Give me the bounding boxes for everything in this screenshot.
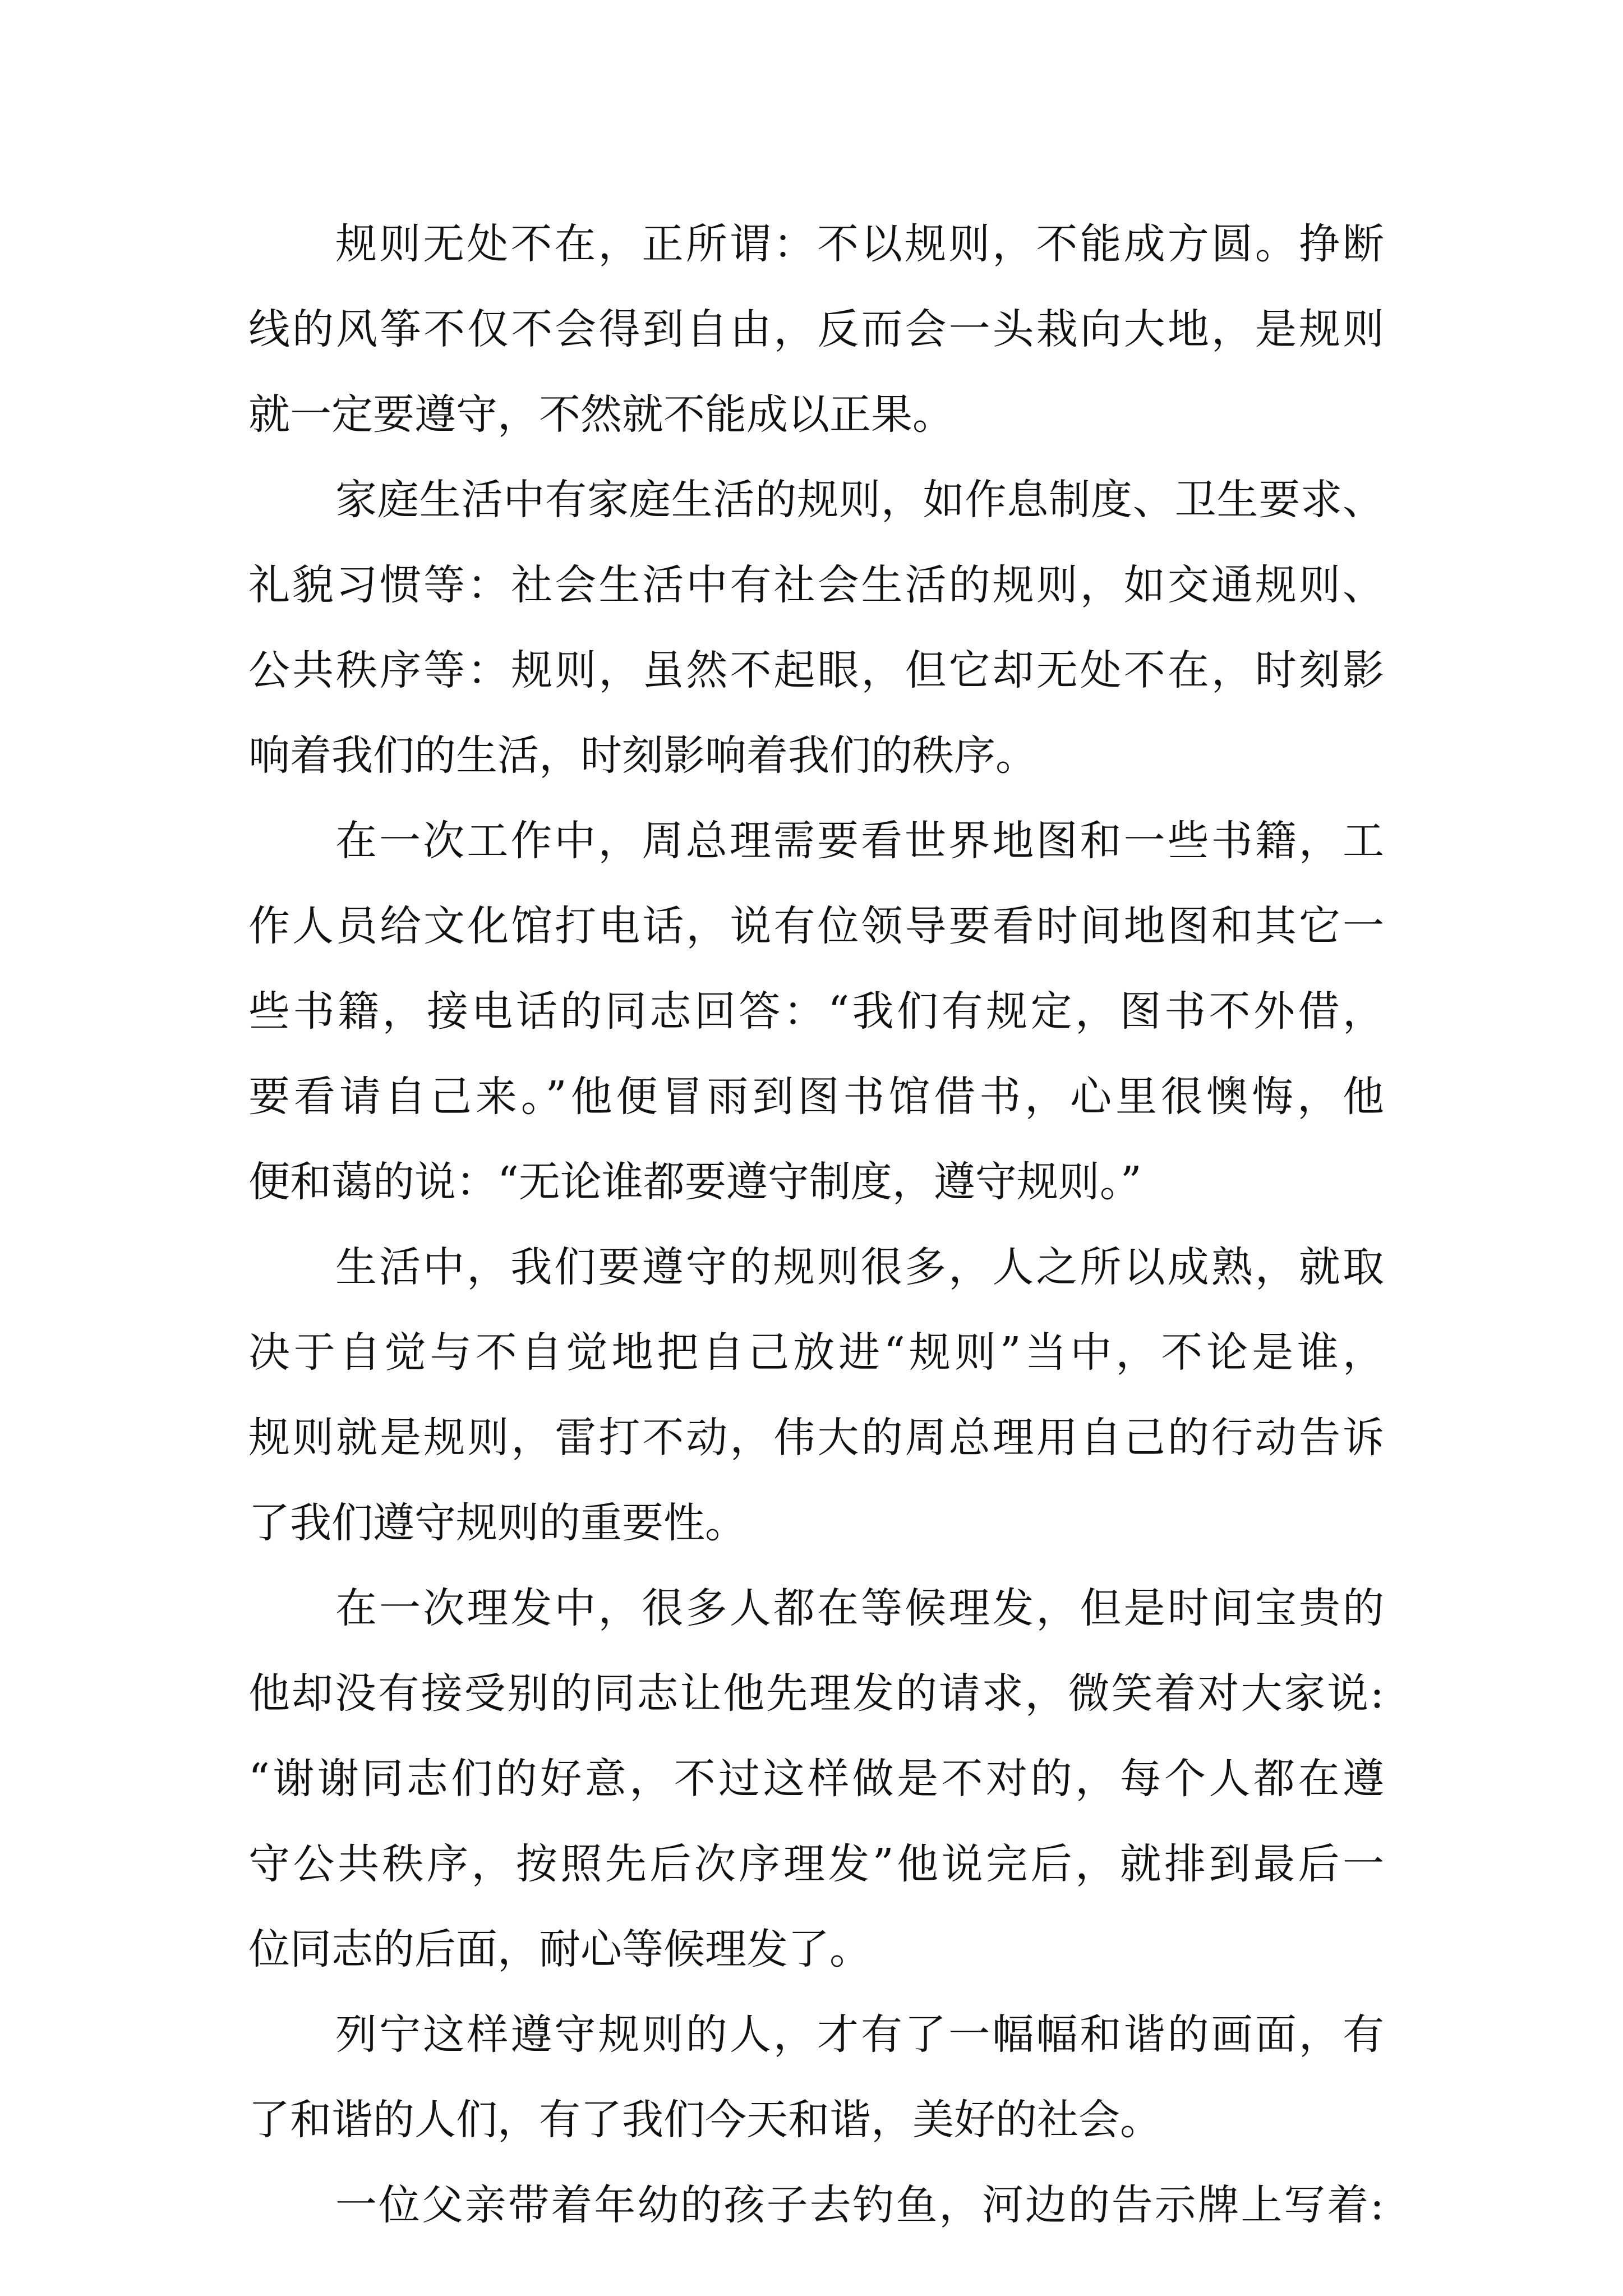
text-line: 决于自觉与不自觉地把自己放进“规则”当中，不论是谁，	[248, 1328, 1384, 1377]
paragraph	[248, 2162, 1384, 2248]
text-line: 些书籍，接电话的同志回答：“我们有规定，图书不外借，	[248, 987, 1384, 1036]
text-line: 便和蔼的说：“无论谁都要遵守制度，遵守规则。”	[248, 1158, 1142, 1206]
text-line: 响着我们的生活，时刻影响着我们的秩序。	[248, 731, 1037, 780]
paragraph	[248, 1566, 1384, 1992]
text-line: 了和谐的人们，有了我们今天和谐，美好的社会。	[248, 2096, 1161, 2144]
text-line: 公共秩序等：规则，虽然不起眼，但它却无处不在，时刻影	[248, 646, 1384, 694]
text-line: 就一定要遵守，不然就不能成以正果。	[248, 390, 954, 439]
text-line: 规则就是规则，雷打不动，伟大的周总理用自己的行动告诉	[248, 1414, 1384, 1462]
document-body	[248, 201, 1384, 2248]
paragraph	[248, 798, 1384, 1225]
text-line: 列宁这样遵守规则的人，才有了一幅幅和谐的画面，有	[335, 2010, 1384, 2059]
paragraph	[248, 1992, 1384, 2162]
text-line: 礼貌习惯等：社会生活中有社会生活的规则，如交通规则、	[248, 561, 1384, 609]
text-line: 守公共秩序，按照先后次序理发”他说完后，就排到最后一	[248, 1840, 1384, 1888]
text-line: 要看请自己来。”他便冒雨到图书馆借书，心里很懊悔，他	[248, 1073, 1384, 1121]
text-line: 在一次工作中，周总理需要看世界地图和一些书籍，工	[335, 817, 1384, 865]
text-line: 位同志的后面，耐心等候理发了。	[248, 1925, 871, 1973]
text-line: 他却没有接受别的同志让他先理发的请求，微笑着对大家说:	[248, 1669, 1384, 1718]
paragraph	[248, 201, 1384, 457]
text-line: 了我们遵守规则的重要性。	[248, 1499, 746, 1547]
text-line: “谢谢同志们的好意，不过这样做是不对的，每个人都在遵	[248, 1755, 1384, 1803]
paragraph	[248, 457, 1384, 798]
text-line: 在一次理发中，很多人都在等候理发，但是时间宝贵的	[335, 1584, 1384, 1632]
text-line: 一位父亲带着年幼的孩子去钓鱼，河边的告示牌上写着:	[335, 2181, 1384, 2229]
text-line: 规则无处不在，正所谓：不以规则，不能成方圆。挣断	[335, 220, 1384, 268]
text-line: 家庭生活中有家庭生活的规则，如作息制度、卫生要求、	[335, 476, 1384, 524]
paragraph	[248, 1225, 1384, 1566]
text-line: 线的风筝不仅不会得到自由，反而会一头栽向大地，是规则	[248, 305, 1384, 353]
text-line: 生活中，我们要遵守的规则很多，人之所以成熟，就取	[335, 1243, 1384, 1291]
text-line: 作人员给文化馆打电话，说有位领导要看时间地图和其它一	[248, 902, 1384, 950]
